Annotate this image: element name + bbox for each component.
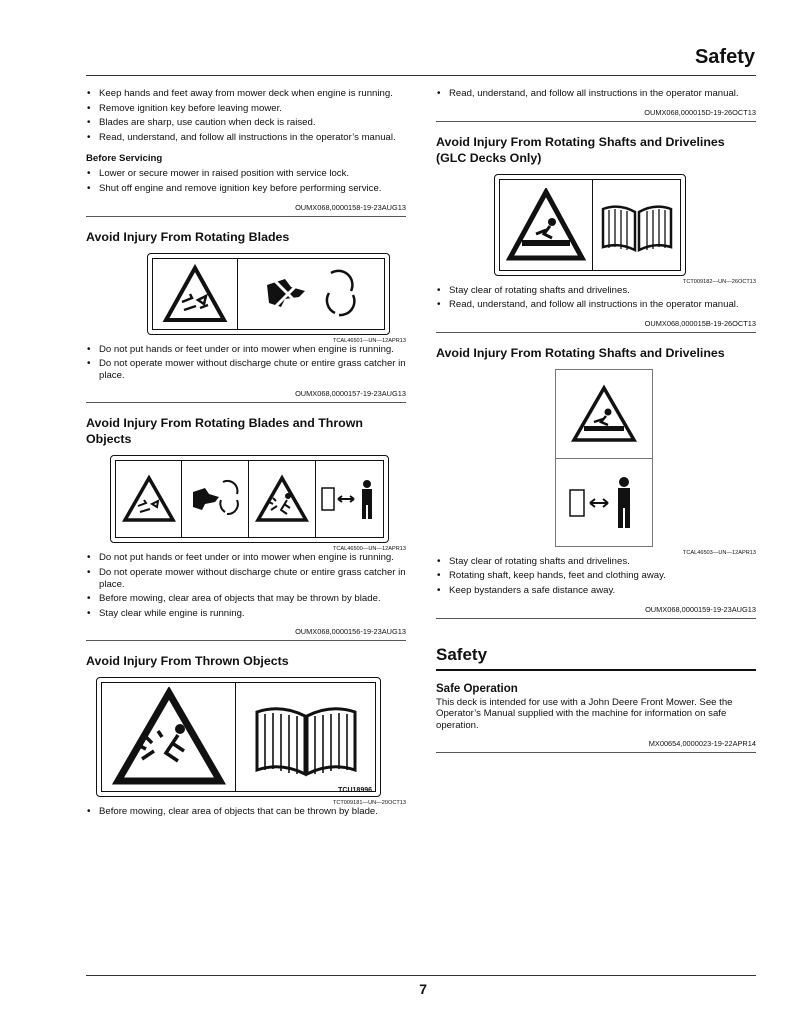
- section-divider: [86, 640, 406, 641]
- list-item: • Stay clear of rotating shafts and drivelines.: [449, 556, 756, 568]
- warning-triangle-icon: [115, 460, 182, 538]
- section-heading-shafts-glc: Avoid Injury From Rotating Shafts and Drivelines (GLC Decks Only): [436, 134, 725, 165]
- reference-code: OUMX068,0000156-19-23AUG13: [295, 627, 406, 637]
- list-item: • Read, understand, and follow all instructions in the operator manual.: [449, 299, 756, 311]
- read-manual-icon: [236, 682, 376, 795]
- section-heading-rotating-blades: Avoid Injury From Rotating Blades: [86, 229, 290, 244]
- section-divider: [86, 402, 406, 403]
- intro-bullet-list: [86, 88, 406, 143]
- section-title-rule: [436, 669, 756, 671]
- spinning-blade-icon: [238, 258, 385, 330]
- list-item: • Shut off engine and remove ignition key before performing service.: [99, 183, 406, 195]
- thrown-objects-list: [86, 806, 406, 818]
- safe-operation-text: This deck is intended for use with a John Deere Front Mower. See the Operator’s Manual supplied with the machine for information on safe operation.: [436, 696, 733, 731]
- figure-id: TCT009182—UN—26OCT13: [682, 278, 756, 285]
- blades-thrown-objects-decal: [110, 455, 389, 543]
- list-item: • Do not operate mower without discharge chute or entire grass catcher in place.: [99, 567, 406, 590]
- reference-code: OUMX068,000015D-19-26OCT13: [644, 107, 756, 117]
- list-item: • Keep hands and feet away from mower deck when engine is running.: [99, 88, 406, 100]
- list-item: • Stay clear of rotating shafts and drivelines.: [449, 285, 756, 297]
- list-item: • Before mowing, clear area of objects that can be thrown by blade.: [99, 806, 406, 818]
- left-column: [86, 88, 406, 821]
- before-servicing-heading: Before Servicing: [86, 153, 163, 165]
- safe-distance-icon: [556, 459, 652, 546]
- page-number: 7: [419, 981, 427, 997]
- reference-code: MX00654,0000023-19-22APR14: [648, 739, 756, 749]
- section-divider: [436, 332, 756, 333]
- list-item: • Before mowing, clear area of objects that may be thrown by blade.: [99, 593, 406, 605]
- blades-thrown-objects-list: [86, 552, 406, 619]
- reference-code: OUMX068,0000159-19-23AUG13: [645, 604, 756, 614]
- reference-code: OUMX068,000015B-19-26OCT13: [644, 318, 756, 328]
- figure-id: TCAL46503—UN—12APR13: [682, 549, 756, 556]
- list-item: • Do not put hands or feet under or into mower when engine is running.: [99, 344, 406, 356]
- thrown-objects-warning-icon: [249, 460, 316, 538]
- list-item: • Stay clear while engine is running.: [99, 608, 406, 620]
- section-heading-shafts: Avoid Injury From Rotating Shafts and Drivelines: [436, 345, 725, 360]
- shafts-glc-decal: [494, 174, 686, 276]
- top-bullet-list: [436, 88, 756, 100]
- right-column: [436, 88, 756, 753]
- list-item: • Remove ignition key before leaving mower.: [99, 103, 406, 115]
- before-servicing-list: [86, 168, 406, 194]
- section-divider: [436, 121, 756, 122]
- list-item: • Read, understand, and follow all instructions in the operator manual.: [449, 88, 756, 100]
- rotating-blades-decal: [147, 253, 390, 335]
- read-manual-icon: [593, 179, 681, 271]
- reference-code: OUMX068,0000158-19-23AUG13: [295, 202, 406, 212]
- figure-id: TCAL46501—UN—12APR13: [332, 337, 406, 344]
- safe-operation-heading: Safe Operation: [436, 682, 518, 695]
- section-divider: [436, 752, 756, 753]
- shafts-list: [436, 556, 756, 597]
- list-item: • Rotating shaft, keep hands, feet and clothing away.: [449, 570, 756, 582]
- list-item: • Lower or secure mower in raised position with service lock.: [99, 168, 406, 180]
- section-divider: [86, 216, 406, 217]
- decal-code: TCU18996: [338, 787, 372, 795]
- list-item: • Read, understand, and follow all instructions in the operator’s manual.: [99, 132, 406, 144]
- list-item: • Blades are sharp, use caution when deck is raised.: [99, 117, 406, 129]
- reference-code: OUMX068,0000157-19-23AUG13: [295, 389, 406, 399]
- safe-distance-icon: [316, 460, 384, 538]
- section-heading-blades-thrown-objects: Avoid Injury From Rotating Blades and Thrown Objects: [86, 416, 363, 447]
- thrown-objects-decal: [96, 677, 381, 797]
- figure-id: TCAL46500—UN—12APR13: [332, 546, 406, 553]
- safety-section-title: Safety: [436, 644, 488, 664]
- thrown-objects-warning-icon: [101, 682, 236, 792]
- rotating-blades-list: [86, 344, 406, 382]
- header-rule: [86, 75, 756, 76]
- warning-triangle-icon: [152, 258, 238, 330]
- list-item: • Do not operate mower without discharge chute or entire grass catcher in place.: [99, 358, 406, 381]
- entanglement-warning-icon: [556, 370, 652, 459]
- section-heading-thrown-objects: Avoid Injury From Thrown Objects: [86, 654, 289, 669]
- spinning-blade-icon: [182, 460, 249, 538]
- shafts-glc-list: [436, 285, 756, 311]
- footer-rule: [86, 975, 756, 976]
- list-item: • Keep bystanders a safe distance away.: [449, 585, 756, 597]
- figure-id: TCT009181—UN—20OCT13: [332, 800, 406, 807]
- page-title: Safety: [694, 46, 755, 68]
- shafts-decal: [555, 369, 653, 547]
- entanglement-warning-icon: [499, 179, 593, 271]
- list-item: • Do not put hands or feet under or into mower when engine is running.: [99, 552, 406, 564]
